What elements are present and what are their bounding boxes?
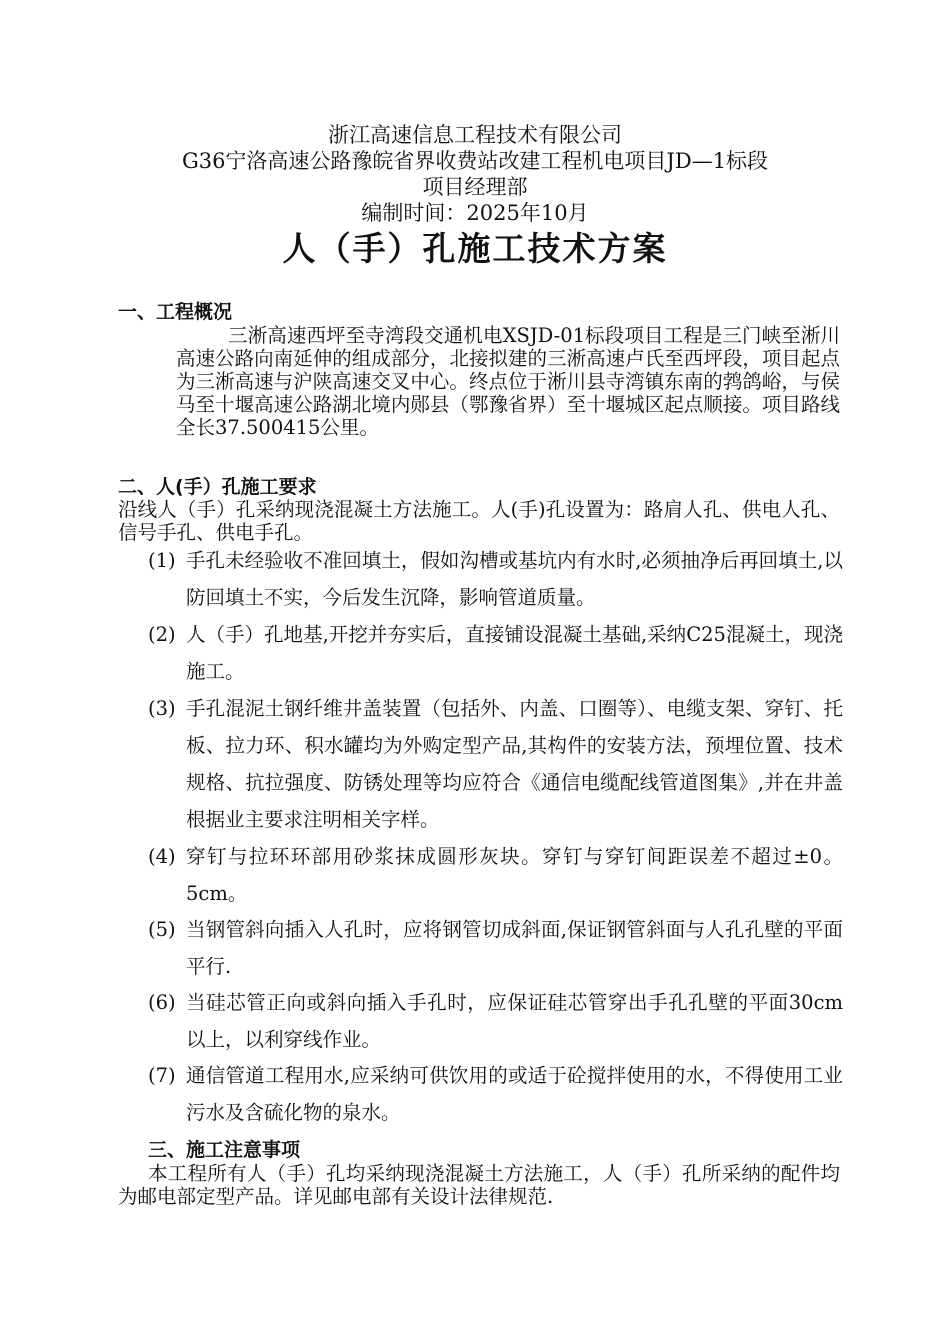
section-heading-requirements: 二、人(手）孔施工要求	[118, 476, 317, 498]
list-item-text: 穿钉与拉环环部用砂浆抹成圆形灰块。穿钉与穿钉间距误差不超过±0。5cm。	[186, 845, 843, 905]
list-item-number: (4)	[148, 845, 176, 868]
list-item-text: 手孔未经验收不准回填土，假如沟槽或基坑内有水时,必须抽净后再回填土,以防回填土不实，今后发生沉降，影响管道质量。	[186, 549, 843, 609]
section-paragraph-overview: 三淅高速西坪至寺湾段交通机电XSJD-01标段项目工程是三门峡至淅川高速公路向南延伸的组成部分，北接拟建的三淅高速卢氏至西坪段，项目起点为三淅高速与沪陕高速交叉中心。终点位于淅川县寺湾镇东南的鹁鸽峪，与侯马至十堰高速公路湖北境内郧县（鄂豫省界）至十堰城区起点顺接。项目路线全长37.500415公里。	[176, 324, 840, 439]
section-paragraph-notes: 本工程所有人（手）孔均采纳现浇混凝土方法施工，人（手）孔所采纳的配件均为邮电部定型产品。详见邮电部有关设计法律规范.	[118, 1162, 840, 1208]
section-heading-notes: 三、施工注意事项	[148, 1139, 301, 1161]
list-item-text: 当硅芯管正向或斜向插入手孔时，应保证硅芯管穿出手孔孔壁的平面30cm以上，以利穿线作业。	[186, 991, 843, 1051]
list-item-number: (1)	[148, 549, 176, 572]
department-name: 项目经理部	[422, 175, 528, 199]
list-item	[148, 542, 843, 616]
list-item	[148, 690, 843, 838]
list-item	[148, 984, 843, 1058]
section-intro-requirements: 沿线人（手）孔采纳现浇混凝土方法施工。人(手)孔设置为：路肩人孔、供电人孔、信号手孔、供电手孔。	[118, 498, 840, 544]
list-item	[148, 911, 843, 985]
list-item-number: (2)	[148, 623, 176, 646]
list-item-number: (7)	[148, 1064, 176, 1087]
list-item-number: (6)	[148, 991, 176, 1014]
project-name: G36宁洛高速公路豫皖省界收费站改建工程机电项目JD—1标段	[181, 149, 769, 173]
list-item-text: 当钢管斜向插入人孔时，应将钢管切成斜面,保证钢管斜面与人孔孔壁的平面平行.	[186, 918, 843, 978]
list-item	[148, 1057, 843, 1131]
list-item	[148, 838, 843, 912]
date-line: 编制时间：2025年10月	[361, 201, 589, 225]
list-item-number: (5)	[148, 918, 176, 941]
list-item	[148, 616, 843, 690]
list-item-number: (3)	[148, 697, 176, 720]
list-item-text: 手孔混泥土钢纤维井盖装置（包括外、内盖、口圈等）、电缆支架、穿钉、托板、拉力环、积水罐均为外购定型产品,其构件的安装方法，预埋位置、技术规格、抗拉强度、防锈处理等均应符合《通信电缆配线管道图集》,并在井盖根据业主要求注明相关字样。	[186, 697, 843, 831]
list-item-text: 人（手）孔地基,开挖并夯实后，直接铺设混凝土基础,采纳C25混凝土，现浇施工。	[186, 623, 843, 683]
list-item-text: 通信管道工程用水,应采纳可供饮用的或适于砼搅拌使用的水，不得使用工业污水及含硫化物的泉水。	[186, 1064, 843, 1124]
company-name: 浙江高速信息工程技术有限公司	[328, 123, 622, 147]
document-title: 人（手）孔施工技术方案	[282, 229, 668, 268]
section-heading-overview: 一、工程概况	[118, 301, 233, 323]
